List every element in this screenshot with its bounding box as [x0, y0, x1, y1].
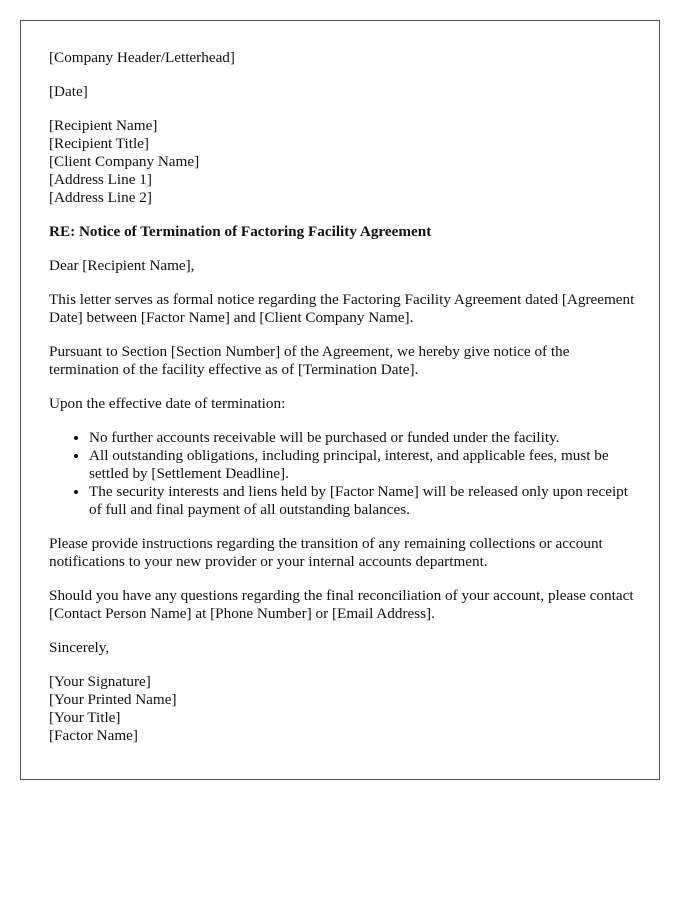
subject-line: RE: Notice of Termination of Factoring Facility Agreement: [49, 223, 432, 240]
letter-body: [49, 49, 639, 745]
recipient-block: [49, 117, 639, 207]
termination-terms-list: [49, 429, 639, 519]
recipient-address-line-1: [Address Line 1]: [49, 171, 152, 188]
list-item: • All outstanding obligations, including principal, interest, and applicable fees, must be settled by [Settlement Deadline].: [89, 447, 639, 483]
signer-title: [Your Title]: [49, 709, 121, 726]
paragraph-transition: Please provide instructions regarding the transition of any remaining collections or account notifications to your new provider or your internal accounts department.: [49, 535, 603, 570]
printed-name: [Your Printed Name]: [49, 691, 177, 708]
paragraph-effective-date: Upon the effective date of termination:: [49, 395, 286, 412]
paragraph-notice: This letter serves as formal notice regarding the Factoring Facility Agreement dated [Agreement Date] between [Factor Name] and [Client Company Name].: [49, 291, 635, 326]
signature: [Your Signature]: [49, 673, 151, 690]
list-item: • The security interests and liens held by [Factor Name] will be released only upon receipt of full and final payment of all outstanding balances.: [89, 483, 639, 519]
factor-name: [Factor Name]: [49, 727, 138, 744]
letter-page: [20, 20, 660, 780]
signature-block: [49, 673, 639, 745]
list-item: • No further accounts receivable will be purchased or funded under the facility.: [89, 429, 639, 447]
paragraph-termination: Pursuant to Section [Section Number] of the Agreement, we hereby give notice of the termination of the facility effective as of [Termination Date].: [49, 343, 570, 378]
company-header: [Company Header/Letterhead]: [49, 49, 235, 66]
recipient-address-line-2: [Address Line 2]: [49, 189, 152, 206]
recipient-title: [Recipient Title]: [49, 135, 149, 152]
recipient-company: [Client Company Name]: [49, 153, 200, 170]
letter-date: [Date]: [49, 83, 88, 100]
sign-off: Sincerely,: [49, 639, 110, 656]
paragraph-contact: Should you have any questions regarding the final reconciliation of your account, please contact [Contact Person Name] at [Phone Number] or [Email Address].: [49, 587, 634, 622]
recipient-name: [Recipient Name]: [49, 117, 158, 134]
salutation: Dear [Recipient Name],: [49, 257, 195, 274]
